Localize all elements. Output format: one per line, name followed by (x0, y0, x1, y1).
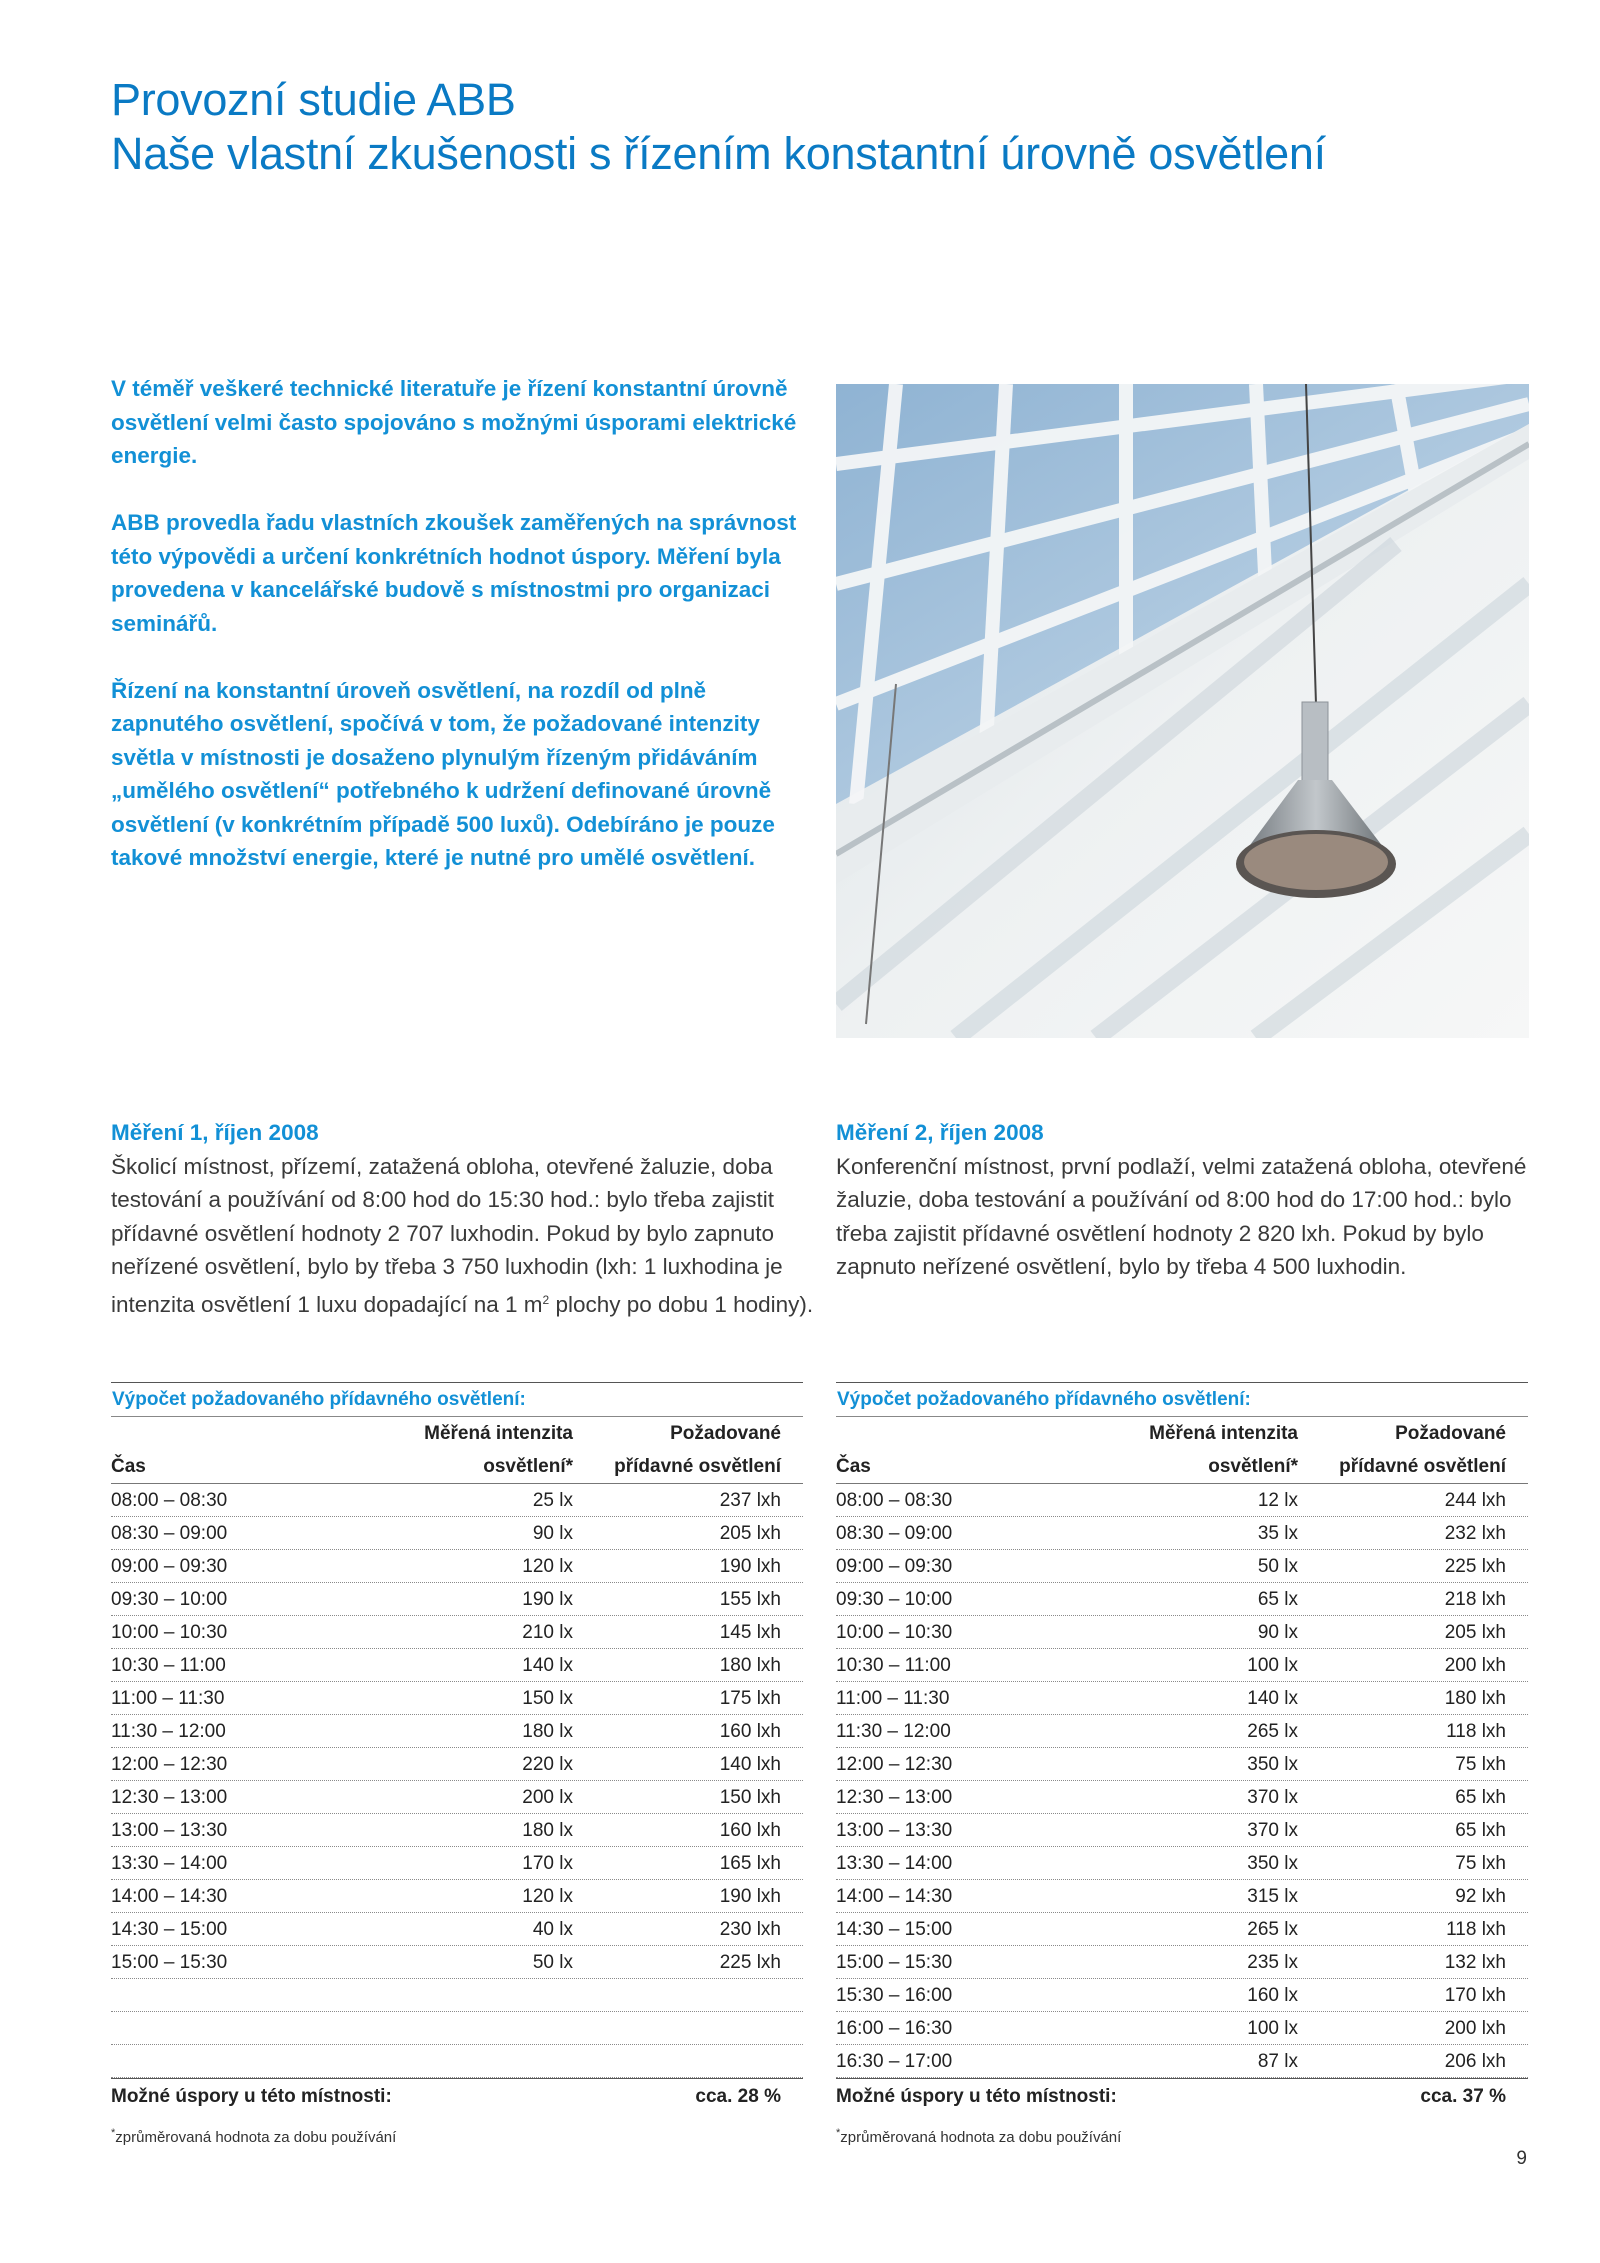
row-required: 150 lxh (719, 1787, 781, 1808)
row-time: 10:30 – 11:00 (111, 1655, 226, 1676)
row-measured: 235 lx (1247, 1952, 1298, 1973)
col-required-header: přídavné osvětlení (614, 1456, 781, 1477)
row-measured: 220 lx (522, 1754, 573, 1775)
row-required: 155 lxh (719, 1589, 781, 1610)
table-row (836, 1616, 1528, 1649)
table-row (836, 1880, 1528, 1913)
row-measured: 65 lx (1257, 1589, 1298, 1610)
row-time: 15:30 – 16:00 (836, 1985, 953, 2006)
row-required: 145 lxh (719, 1622, 781, 1643)
row-measured: 120 lx (522, 1556, 573, 1577)
table-row (111, 1583, 803, 1616)
row-measured: 210 lx (522, 1622, 573, 1643)
row-required: 232 lxh (1444, 1523, 1506, 1544)
row-required: 190 lxh (719, 1556, 781, 1577)
row-time: 09:30 – 10:00 (111, 1589, 228, 1610)
row-measured: 12 lx (1257, 1490, 1298, 1511)
table-header (111, 1417, 803, 1484)
col-time-header: Čas (836, 1456, 871, 1477)
row-time: 16:30 – 17:00 (836, 2051, 953, 2072)
table-row (111, 1880, 803, 1913)
table-row (836, 2012, 1528, 2045)
row-required: 190 lxh (719, 1886, 781, 1907)
row-time: 10:00 – 10:30 (111, 1622, 228, 1643)
row-measured: 265 lx (1247, 1721, 1298, 1742)
table-row (111, 2012, 803, 2045)
table-total (836, 2078, 1528, 2113)
row-time: 14:00 – 14:30 (111, 1886, 228, 1907)
intro-text (111, 372, 811, 908)
table-row (836, 1583, 1528, 1616)
row-measured: 140 lx (522, 1655, 573, 1676)
row-time: 12:00 – 12:30 (111, 1754, 228, 1775)
row-measured: 120 lx (522, 1886, 573, 1907)
row-time: 13:00 – 13:30 (836, 1820, 953, 1841)
table-row (836, 1946, 1528, 1979)
row-required: 140 lxh (719, 1754, 781, 1775)
ceiling-lamp-photo (836, 384, 1529, 1038)
measurement-2-title: Měření 2, říjen 2008 (836, 1120, 1044, 1145)
row-measured: 350 lx (1247, 1754, 1298, 1775)
row-measured: 50 lx (1257, 1556, 1298, 1577)
row-measured: 190 lx (522, 1589, 573, 1610)
table-footnote: *zprůměrovaná hodnota za dobu používání (836, 2127, 1122, 2146)
table-caption: Výpočet požadovaného přídavného osvětlení: (111, 1382, 803, 1417)
table-row (111, 1484, 803, 1517)
row-required: 92 lxh (1455, 1886, 1506, 1907)
total-value: cca. 28 % (695, 2086, 781, 2107)
row-time: 09:30 – 10:00 (836, 1589, 953, 1610)
row-required: 132 lxh (1444, 1952, 1506, 1973)
table-row (111, 1715, 803, 1748)
measurement-1 (111, 1116, 816, 1321)
row-time: 14:30 – 15:00 (836, 1919, 953, 1940)
row-required: 75 lxh (1455, 1853, 1506, 1874)
table-row (111, 1847, 803, 1880)
intro-paragraph: V téměř veškeré technické literatuře je řízení konstantní úrovně osvětlení velmi často spojováno s možnými úsporami elektrické energie. (111, 376, 797, 468)
row-required: 180 lxh (1444, 1688, 1506, 1709)
table-header (836, 1417, 1528, 1484)
table-row (111, 1649, 803, 1682)
table-total (111, 2078, 803, 2113)
row-required: 218 lxh (1444, 1589, 1506, 1610)
row-required: 170 lxh (1444, 1985, 1506, 2006)
row-required: 200 lxh (1444, 1655, 1506, 1676)
row-time: 13:30 – 14:00 (836, 1853, 953, 1874)
page-subtitle: Naše vlastní zkušenosti s řízením konstantní úrovně osvětlení (111, 128, 1326, 179)
page-number: 9 (1516, 2148, 1527, 2169)
row-required: 160 lxh (719, 1820, 781, 1841)
row-measured: 50 lx (532, 1952, 573, 1973)
total-value: cca. 37 % (1420, 2086, 1506, 2107)
row-measured: 35 lx (1257, 1523, 1298, 1544)
row-time: 15:00 – 15:30 (836, 1952, 953, 1973)
row-required: 225 lxh (719, 1952, 781, 1973)
row-time: 14:00 – 14:30 (836, 1886, 953, 1907)
col-required-header: Požadované (1395, 1423, 1506, 1444)
row-time: 13:00 – 13:30 (111, 1820, 228, 1841)
table-row (111, 1682, 803, 1715)
col-measured-header: Měřená intenzita (1149, 1423, 1298, 1444)
row-required: 75 lxh (1455, 1754, 1506, 1775)
measurement-1-title: Měření 1, říjen 2008 (111, 1120, 319, 1145)
row-measured: 160 lx (1247, 1985, 1298, 2006)
row-measured: 170 lx (522, 1853, 573, 1874)
page-title: Provozní studie ABB (111, 74, 516, 125)
row-time: 10:00 – 10:30 (836, 1622, 953, 1643)
col-required-header: Požadované (670, 1423, 781, 1444)
table-caption: Výpočet požadovaného přídavného osvětlení: (836, 1382, 1528, 1417)
measurement-2-text: Konferenční místnost, první podlaží, velmi zatažená obloha, otevřené žaluzie, doba testování a používání od 8:00 hod do 17:00 hod.: bylo třeba zajistit přídavné osvětlení hodnoty 2 820 lxh. Pokud by bylo zapnuto neřízené osvětlení, bylo by třeba 4 500 luxhodin. (836, 1153, 1527, 1279)
row-measured: 25 lx (532, 1490, 573, 1511)
row-required: 206 lxh (1444, 2051, 1506, 2072)
table-row (836, 1748, 1528, 1781)
row-time: 08:30 – 09:00 (111, 1523, 228, 1544)
intro-paragraph: Řízení na konstantní úroveň osvětlení, na rozdíl od plně zapnutého osvětlení, spočívá v tom, že požadované intenzity světla v místnosti je dosaženo plynulým řízeným přidáváním „umělého osvětlení“ potřebného k udržení definované úrovně osvětlení (v konkrétním případě 500 luxů). Odebíráno je pouze takové množství energie, které je nutné pro umělé osvětlení. (111, 677, 775, 870)
measurement-2 (836, 1116, 1541, 1284)
table-row (836, 1484, 1528, 1517)
row-time: 11:00 – 11:30 (836, 1688, 950, 1709)
row-time: 11:30 – 12:00 (836, 1721, 951, 1742)
row-measured: 265 lx (1247, 1919, 1298, 1940)
table-row (836, 1682, 1528, 1715)
row-time: 09:00 – 09:30 (836, 1556, 953, 1577)
total-label: Možné úspory u této místnosti: (111, 2086, 392, 2107)
col-measured-header: osvětlení* (483, 1456, 573, 1477)
row-time: 15:00 – 15:30 (111, 1952, 228, 1973)
table-row (111, 1979, 803, 2012)
table-row (111, 2045, 803, 2078)
table-row (836, 1913, 1528, 1946)
row-measured: 140 lx (1247, 1688, 1298, 1709)
table-row (111, 1814, 803, 1847)
row-time: 12:00 – 12:30 (836, 1754, 953, 1775)
row-time: 09:00 – 09:30 (111, 1556, 228, 1577)
row-required: 175 lxh (719, 1688, 781, 1709)
row-time: 12:30 – 13:00 (111, 1787, 228, 1808)
table-measurement-2 (836, 1382, 1528, 2150)
table-row (111, 1517, 803, 1550)
row-measured: 370 lx (1247, 1820, 1298, 1841)
row-required: 225 lxh (1444, 1556, 1506, 1577)
col-measured-header: osvětlení* (1208, 1456, 1298, 1477)
table-row (111, 1748, 803, 1781)
table-row (111, 1550, 803, 1583)
row-required: 180 lxh (719, 1655, 781, 1676)
table-row (836, 1649, 1528, 1682)
table-row (836, 1847, 1528, 1880)
row-measured: 90 lx (532, 1523, 573, 1544)
row-time: 11:30 – 12:00 (111, 1721, 226, 1742)
table-row (111, 1616, 803, 1649)
table-row (836, 1517, 1528, 1550)
row-time: 13:30 – 14:00 (111, 1853, 228, 1874)
row-required: 160 lxh (719, 1721, 781, 1742)
row-required: 165 lxh (719, 1853, 781, 1874)
row-required: 65 lxh (1455, 1787, 1506, 1808)
row-measured: 180 lx (522, 1721, 573, 1742)
row-time: 10:30 – 11:00 (836, 1655, 951, 1676)
row-time: 16:00 – 16:30 (836, 2018, 953, 2039)
row-measured: 90 lx (1257, 1622, 1298, 1643)
row-measured: 100 lx (1247, 1655, 1298, 1676)
row-time: 08:00 – 08:30 (836, 1490, 953, 1511)
row-measured: 150 lx (522, 1688, 573, 1709)
row-required: 118 lxh (1446, 1919, 1506, 1940)
row-required: 118 lxh (1446, 1721, 1506, 1742)
row-time: 12:30 – 13:00 (836, 1787, 953, 1808)
table-row (836, 1814, 1528, 1847)
col-required-header: přídavné osvětlení (1339, 1456, 1506, 1477)
table-measurement-1 (111, 1382, 803, 2150)
table-row (111, 1781, 803, 1814)
table-row (836, 2045, 1528, 2078)
row-measured: 370 lx (1247, 1787, 1298, 1808)
row-required: 230 lxh (719, 1919, 781, 1940)
col-time-header: Čas (111, 1456, 146, 1477)
row-measured: 200 lx (522, 1787, 573, 1808)
col-measured-header: Měřená intenzita (424, 1423, 573, 1444)
row-required: 237 lxh (719, 1490, 781, 1511)
row-required: 205 lxh (1444, 1622, 1506, 1643)
row-measured: 315 lx (1247, 1886, 1298, 1907)
row-measured: 100 lx (1247, 2018, 1298, 2039)
row-required: 244 lxh (1444, 1490, 1506, 1511)
table-row (111, 1946, 803, 1979)
row-required: 65 lxh (1455, 1820, 1506, 1841)
row-measured: 180 lx (522, 1820, 573, 1841)
table-row (836, 1781, 1528, 1814)
row-required: 200 lxh (1444, 2018, 1506, 2039)
row-measured: 350 lx (1247, 1853, 1298, 1874)
intro-paragraph: ABB provedla řadu vlastních zkoušek zaměřených na správnost této výpovědi a určení konkrétních hodnot úspory. Měření byla provedena v kancelářské budově s místnostmi pro organizaci seminářů. (111, 510, 797, 636)
measurement-1-text: Školicí místnost, přízemí, zatažená obloha, otevřené žaluzie, doba testování a používání od 8:00 hod do 15:30 hod.: bylo třeba zajistit přídavné osvětlení hodnoty 2 707 luxhodin. Pokud by bylo zapnuto neřízené osvětlení, bylo by třeba 3 750 luxhodin (lxh: 1 luxhodina je intenzita osvětlení 1 luxu dopadající na 1 $m^2$ plochy po dobu 1 hodiny). (111, 1153, 814, 1317)
total-label: Možné úspory u této místnosti: (836, 2086, 1117, 2107)
row-measured: 40 lx (532, 1919, 573, 1940)
table-row (836, 1715, 1528, 1748)
table-row (836, 1550, 1528, 1583)
row-time: 14:30 – 15:00 (111, 1919, 228, 1940)
row-required: 205 lxh (719, 1523, 781, 1544)
row-time: 11:00 – 11:30 (111, 1688, 225, 1709)
row-time: 08:30 – 09:00 (836, 1523, 953, 1544)
row-measured: 87 lx (1257, 2051, 1298, 2072)
table-footnote: *zprůměrovaná hodnota za dobu používání (111, 2127, 397, 2146)
table-row (111, 1913, 803, 1946)
row-time: 08:00 – 08:30 (111, 1490, 228, 1511)
table-row (836, 1979, 1528, 2012)
